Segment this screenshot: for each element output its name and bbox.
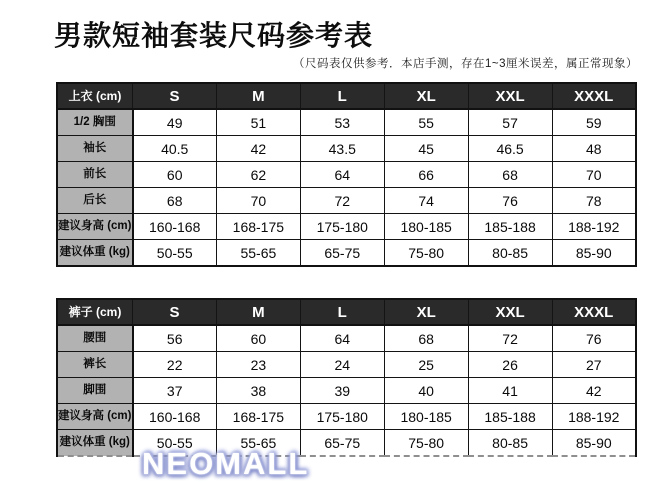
value-cell: 85-90 [552,430,636,457]
value-cell: 60 [216,325,300,352]
row-label: 建议身高 (cm) [57,404,133,430]
header-row [57,299,636,325]
value-cell: 188-192 [552,214,636,240]
value-cell: 59 [552,109,636,136]
value-cell: 38 [216,378,300,404]
value-cell: 80-85 [468,240,552,267]
value-cell: 53 [300,109,384,136]
table-row [57,214,636,240]
value-cell: 43.5 [300,136,384,162]
value-cell: 50-55 [133,240,217,267]
value-cell: 185-188 [468,404,552,430]
table-row [57,162,636,188]
row-label: 1/2 胸围 [57,109,133,136]
value-cell: 168-175 [216,404,300,430]
value-cell: 185-188 [468,214,552,240]
value-cell: 24 [300,352,384,378]
value-cell: 68 [468,162,552,188]
table-row [57,404,636,430]
value-cell: 40 [384,378,468,404]
value-cell: 68 [133,188,217,214]
value-cell: 70 [216,188,300,214]
value-cell: 64 [300,162,384,188]
value-cell: 57 [468,109,552,136]
value-cell: 78 [552,188,636,214]
value-cell: 45 [384,136,468,162]
value-cell: 55 [384,109,468,136]
value-cell: 64 [300,325,384,352]
page-title: 男款短袖套装尺码参考表 [54,20,374,51]
value-cell: 66 [384,162,468,188]
row-label: 建议体重 (kg) [57,430,133,457]
size-header-m: M [216,83,300,109]
size-header-xxl: XXL [468,83,552,109]
value-cell: 180-185 [384,214,468,240]
row-label: 腰围 [57,325,133,352]
table-row [57,109,636,136]
row-label: 建议身高 (cm) [57,214,133,240]
size-header-m: M [216,299,300,325]
value-cell: 65-75 [300,430,384,457]
value-cell: 51 [216,109,300,136]
value-cell: 50-55 [133,430,217,457]
value-cell: 48 [552,136,636,162]
value-cell: 60 [133,162,217,188]
value-cell: 46.5 [468,136,552,162]
table-row [57,188,636,214]
size-header-s: S [133,299,217,325]
value-cell: 26 [468,352,552,378]
value-cell: 75-80 [384,430,468,457]
value-cell: 75-80 [384,240,468,267]
value-cell: 160-168 [133,404,217,430]
row-label: 前长 [57,162,133,188]
value-cell: 42 [216,136,300,162]
value-cell: 23 [216,352,300,378]
value-cell: 80-85 [468,430,552,457]
row-label: 建议体重 (kg) [57,240,133,267]
row-label: 裤长 [57,352,133,378]
value-cell: 70 [552,162,636,188]
table-row [57,325,636,352]
value-cell: 42 [552,378,636,404]
size-header-l: L [300,299,384,325]
value-cell: 72 [468,325,552,352]
value-cell: 56 [133,325,217,352]
value-cell: 37 [133,378,217,404]
brand-watermark: NEOMALL [142,446,310,481]
value-cell: 168-175 [216,214,300,240]
value-cell: 72 [300,188,384,214]
value-cell: 85-90 [552,240,636,267]
value-cell: 175-180 [300,214,384,240]
value-cell: 22 [133,352,217,378]
size-header-xxxl: XXXL [552,83,636,109]
table-corner-label: 裤子 (cm) [57,299,133,325]
table-row [57,136,636,162]
value-cell: 27 [552,352,636,378]
row-label: 袖长 [57,136,133,162]
pants-size-table [56,298,637,457]
value-cell: 25 [384,352,468,378]
value-cell: 65-75 [300,240,384,267]
size-header-l: L [300,83,384,109]
value-cell: 62 [216,162,300,188]
table-corner-label: 上衣 (cm) [57,83,133,109]
row-label: 脚围 [57,378,133,404]
value-cell: 180-185 [384,404,468,430]
value-cell: 49 [133,109,217,136]
disclaimer-note: （尺码表仅供参考．本店手测，存在1~3厘米误差，属正常现象） [292,58,638,70]
value-cell: 55-65 [216,240,300,267]
tops-size-table [56,82,637,267]
table-row [57,240,636,267]
value-cell: 39 [300,378,384,404]
value-cell: 41 [468,378,552,404]
value-cell: 76 [552,325,636,352]
value-cell: 188-192 [552,404,636,430]
size-header-xl: XL [384,83,468,109]
size-header-xxl: XXL [468,299,552,325]
row-label: 后长 [57,188,133,214]
value-cell: 175-180 [300,404,384,430]
value-cell: 40.5 [133,136,217,162]
header-row [57,83,636,109]
value-cell: 68 [384,325,468,352]
value-cell: 55-65 [216,430,300,457]
table-row [57,352,636,378]
value-cell: 74 [384,188,468,214]
value-cell: 160-168 [133,214,217,240]
size-header-s: S [133,83,217,109]
table-row [57,378,636,404]
value-cell: 76 [468,188,552,214]
size-header-xxxl: XXXL [552,299,636,325]
size-header-xl: XL [384,299,468,325]
